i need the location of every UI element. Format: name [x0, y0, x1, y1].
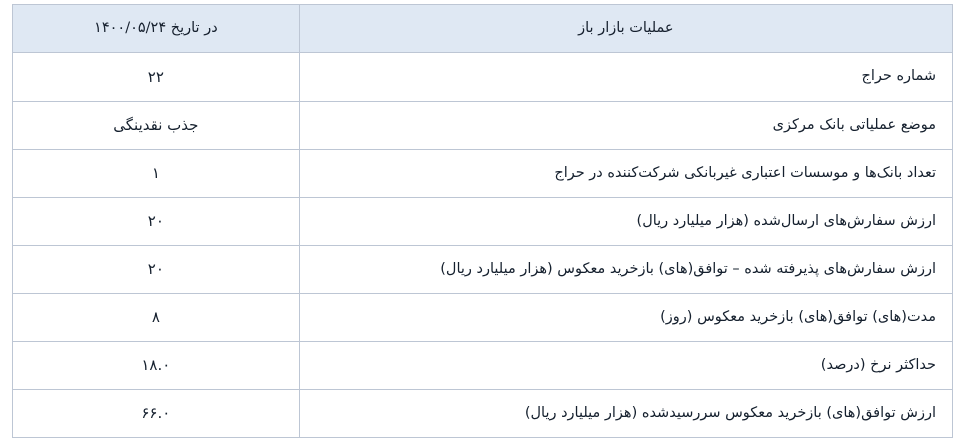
- table-row: [13, 246, 953, 294]
- row-label: مدت(های) توافق(های) بازخرید معکوس (روز): [299, 294, 952, 342]
- header-cell-title: عملیات بازار باز: [299, 5, 952, 53]
- row-value: ۶۶.۰: [13, 390, 300, 438]
- table-row: [13, 150, 953, 198]
- header-cell-date: در تاریخ ۱۴۰۰/۰۵/۲۴: [13, 5, 300, 53]
- row-label: موضع عملیاتی بانک مرکزی: [299, 102, 952, 150]
- row-value: ۲۰: [13, 246, 300, 294]
- row-value: ۲۲: [13, 53, 300, 102]
- row-value: ۲۰: [13, 198, 300, 246]
- row-label: ارزش سفارش‌های ارسال‌شده (هزار میلیارد ریال): [299, 198, 952, 246]
- row-label: حداکثر نرخ (درصد): [299, 342, 952, 390]
- table-header: [13, 5, 953, 53]
- row-label: ارزش سفارش‌های پذیرفته شده – توافق(های) بازخرید معکوس (هزار میلیارد ریال): [299, 246, 952, 294]
- table-body: [13, 53, 953, 438]
- row-label: تعداد بانک‌ها و موسسات اعتباری غیربانکی شرکت‌کننده در حراج: [299, 150, 952, 198]
- row-value: ۸: [13, 294, 300, 342]
- row-value: ۱: [13, 150, 300, 198]
- row-label: شماره حراج: [299, 53, 952, 102]
- table-row: [13, 53, 953, 102]
- row-value: جذب نقدینگی: [13, 102, 300, 150]
- table-row: [13, 294, 953, 342]
- open-market-operations-table: [12, 4, 953, 438]
- table-row: [13, 390, 953, 438]
- row-label: ارزش توافق(های) بازخرید معکوس سررسیدشده (هزار میلیارد ریال): [299, 390, 952, 438]
- table-row: [13, 102, 953, 150]
- table-header-row: [13, 5, 953, 53]
- table-row: [13, 198, 953, 246]
- table-row: [13, 342, 953, 390]
- row-value: ۱۸.۰: [13, 342, 300, 390]
